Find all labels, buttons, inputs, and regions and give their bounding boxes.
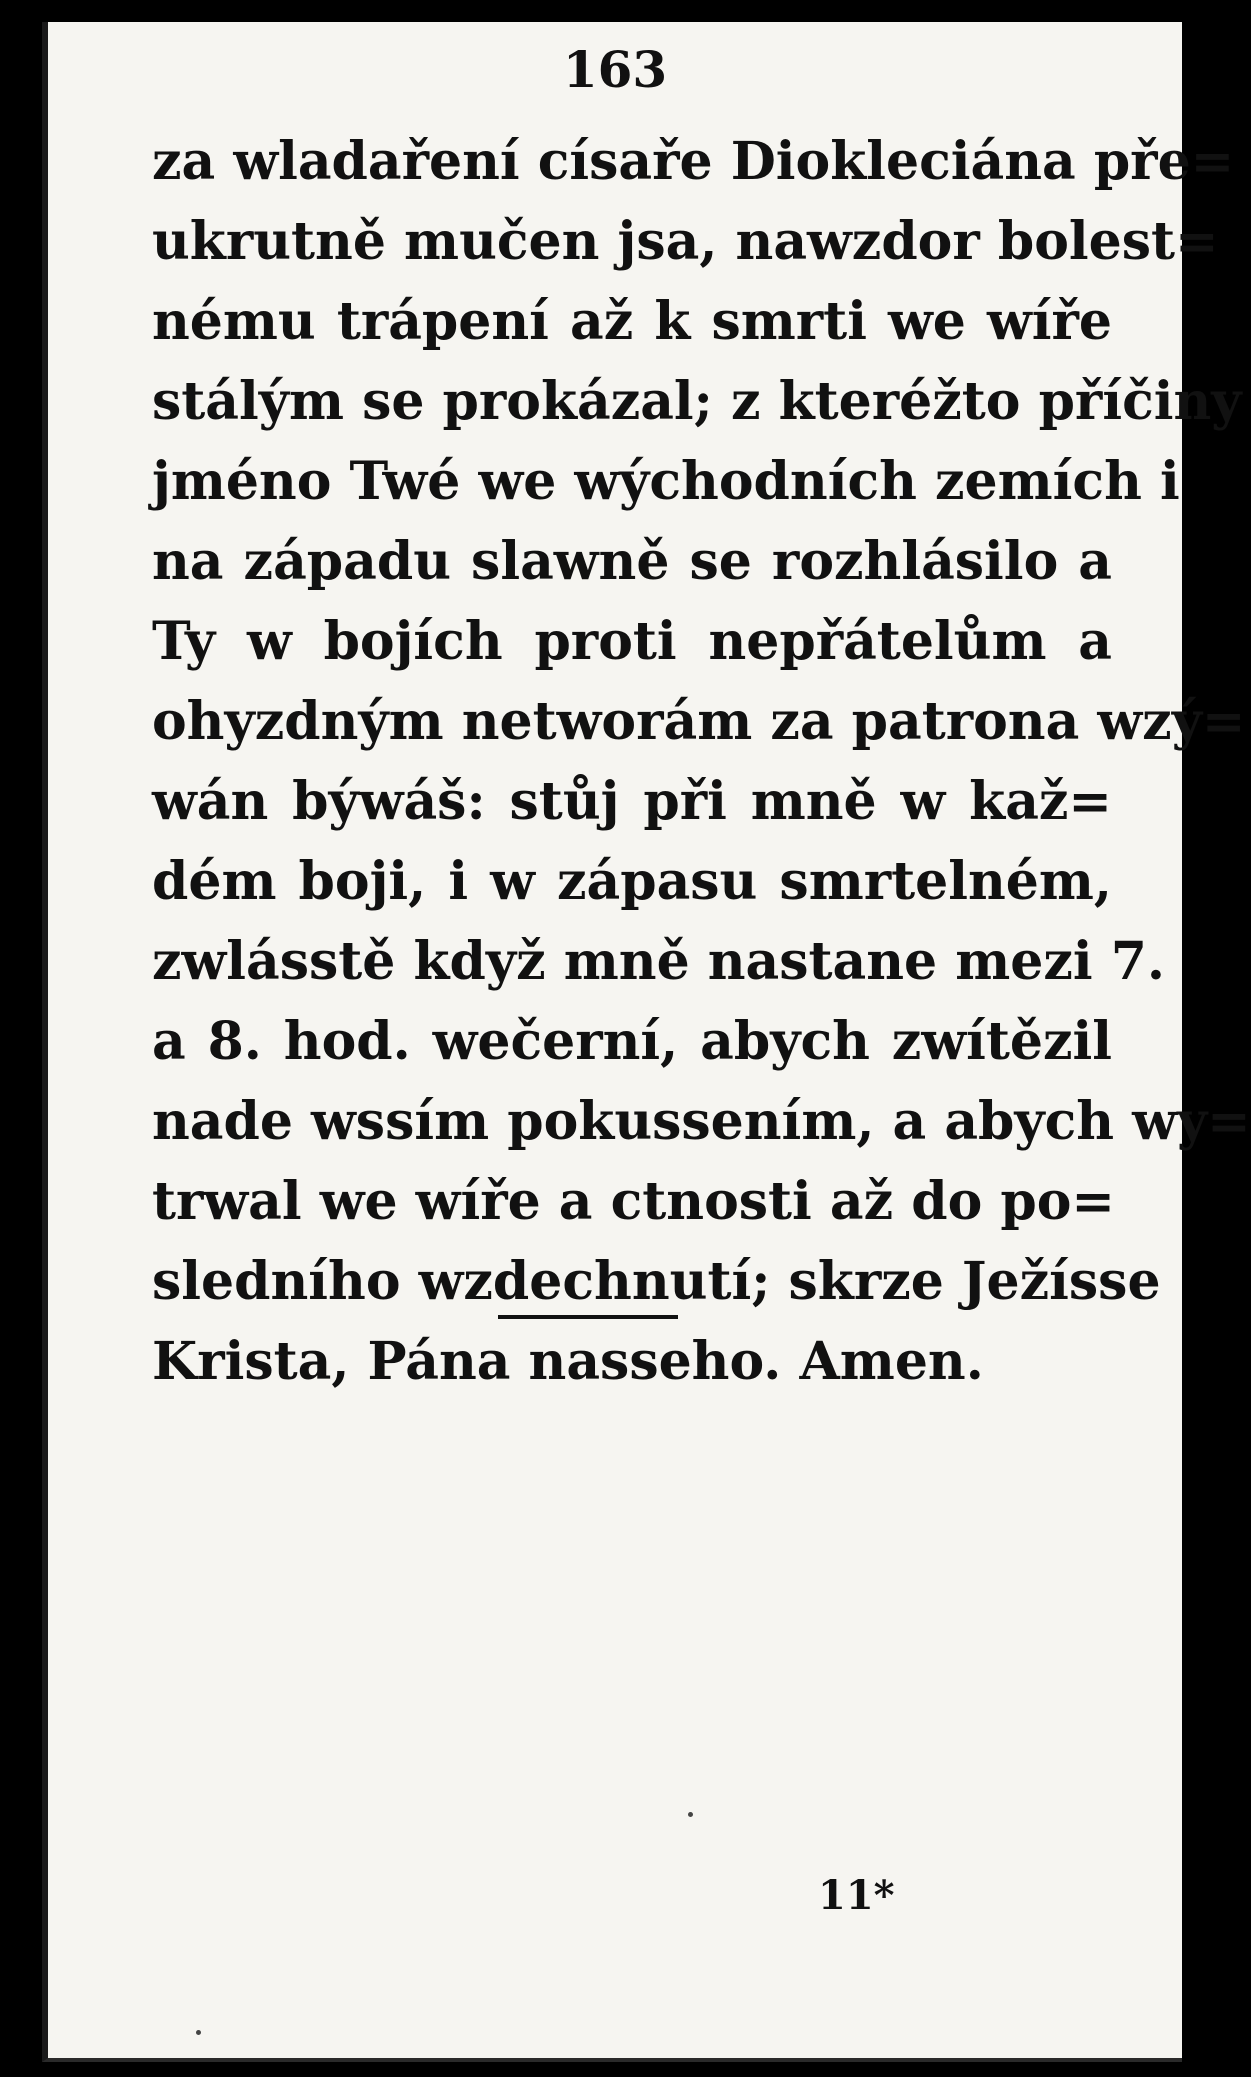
paper-speck: [196, 2030, 201, 2035]
text-line: stálým se prokázal; z kteréžto příčiny: [152, 371, 1242, 432]
text-line: trwal we wíře a ctnosti až do po=: [152, 1171, 1115, 1232]
text-line: nade wssím pokussením, a abych wy=: [152, 1091, 1251, 1152]
text-line: a 8. hod. wečerní, abych zwítězil: [152, 1011, 1112, 1072]
signature-mark: 11*: [818, 1872, 895, 1919]
prayer-text: [152, 122, 1251, 1402]
text-line: ukrutně mučen jsa, nawzdor bolest=: [152, 211, 1219, 272]
text-line: zwlásstě když mně nastane mezi 7.: [152, 931, 1166, 992]
section-divider: [498, 1315, 678, 1319]
text-line: za wladaření císaře Diokleciána pře=: [152, 131, 1235, 192]
text-line: ohyzdným networám za patrona wzý=: [152, 691, 1246, 752]
text-line: Ty w bojích proti nepřátelům a: [152, 611, 1112, 672]
book-page: [42, 22, 1251, 2062]
paper-speck: [688, 1812, 693, 1817]
text-line: wán býwáš: stůj při mně w kaž=: [152, 771, 1112, 832]
text-line: jméno Twé we wýchodních zemích i: [152, 451, 1180, 512]
text-line: nému trápení až k smrti we wíře: [152, 291, 1112, 352]
text-line: Krista, Pána nasseho. Amen.: [152, 1331, 984, 1392]
text-line: sledního wzdechnutí; skrze Ježísse: [152, 1251, 1161, 1312]
text-line: dém boji, i w zápasu smrtelném,: [152, 851, 1112, 912]
text-line: na západu slawně se rozhlásilo a: [152, 531, 1112, 592]
page-number: 163: [562, 40, 668, 99]
